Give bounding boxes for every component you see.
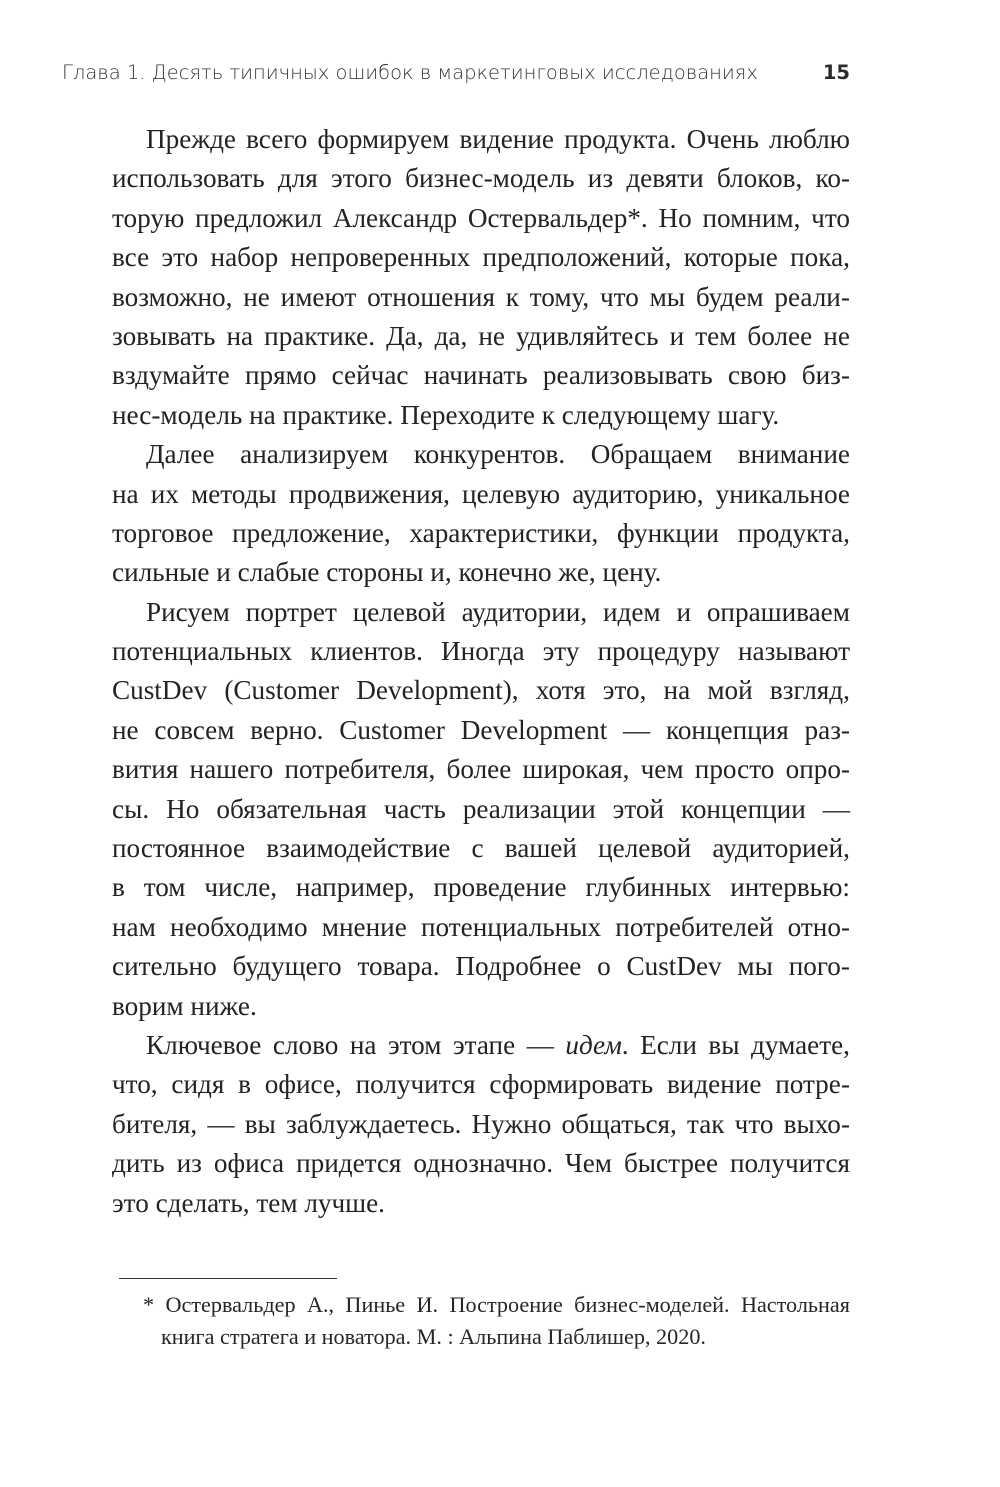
text-line: все это набор непроверенных предположений, которые пока, <box>112 242 850 273</box>
text-line: Ключевое слово на этом этапе — идем. Если вы думаете, <box>146 1029 850 1060</box>
footnotes <box>143 1289 850 1353</box>
paragraph <box>112 593 850 1026</box>
text-line: зовывать на практике. Да, да, не удивляйтесь и тем более не <box>112 320 850 351</box>
text-line: Прежде всего формируем видение продукта. Очень люблю <box>146 124 850 154</box>
text-line: дить из офиса придется однозначно. Чем быстрее получится <box>112 1148 850 1179</box>
text-line: вития нашего потребителя, более широкая, чем просто опро- <box>112 754 850 785</box>
text-line: нам необходимо мнение потенциальных потребителей отно- <box>112 911 850 942</box>
text-line: CustDev (Customer Development), хотя это, на мой взгляд, <box>112 675 850 706</box>
text-line: что, сидя в офисе, получится сформировать видение потре- <box>112 1069 850 1100</box>
text-line: бителя, — вы заблуждаетесь. Нужно общаться, так что выхо- <box>112 1108 850 1139</box>
text-line: это сделать, тем лучше. <box>112 1187 385 1218</box>
text-line: сильные и слабые стороны и, конечно же, цену. <box>112 557 662 588</box>
footnote-line: книга стратега и новатора. М. : Альпина Паблишер, 2020. <box>161 1324 706 1349</box>
text-line: постоянное взаимодействие с вашей целевой аудиторией, <box>112 833 850 864</box>
text-line: потенциальных клиентов. Иногда эту процедуру называют <box>112 636 850 667</box>
chapter-title: Глава 1. Десять типичных ошибок в маркетинговых исследованиях <box>62 61 758 84</box>
running-head <box>62 61 850 93</box>
text-line: в том числе, например, проведение глубинных интервью: <box>112 872 850 903</box>
paragraph <box>112 120 850 435</box>
text-line: Рисуем портрет целевой аудитории, идем и опрашиваем <box>146 596 850 627</box>
text-line: вздумайте прямо сейчас начинать реализовывать свою биз- <box>112 360 850 391</box>
page-number: 15 <box>822 61 850 84</box>
body-text <box>112 120 850 1223</box>
text-line: торговое предложение, характеристики, функции продукта, <box>112 517 850 548</box>
text-line: торую предложил Александр Остервальдер*. Но помним, что <box>112 202 850 233</box>
footnote-line: * Остервальдер А., Пинье И. Построение бизнес-моделей. Настольная <box>143 1292 850 1317</box>
text-line: ворим ниже. <box>112 990 257 1021</box>
text-line: возможно, не имеют отношения к тому, что мы будем реали- <box>112 281 850 312</box>
text-line: на их методы продвижения, целевую аудиторию, уникальное <box>112 478 850 509</box>
paragraph <box>112 435 850 593</box>
footnote-divider <box>119 1278 337 1279</box>
text-line: сы. Но обязательная часть реализации этой концепции — <box>112 793 850 824</box>
paragraph <box>112 1026 850 1223</box>
text-line: сительно будущего товара. Подробнее о CustDev мы пого- <box>112 951 850 982</box>
text-line: использовать для этого бизнес-модель из девяти блоков, ко- <box>112 163 850 194</box>
text-line: не совсем верно. Customer Development — концепция раз- <box>112 714 850 745</box>
text-line: нес-модель на практике. Переходите к следующему шагу. <box>112 399 780 430</box>
text-line: Далее анализируем конкурентов. Обращаем внимание <box>146 439 850 470</box>
